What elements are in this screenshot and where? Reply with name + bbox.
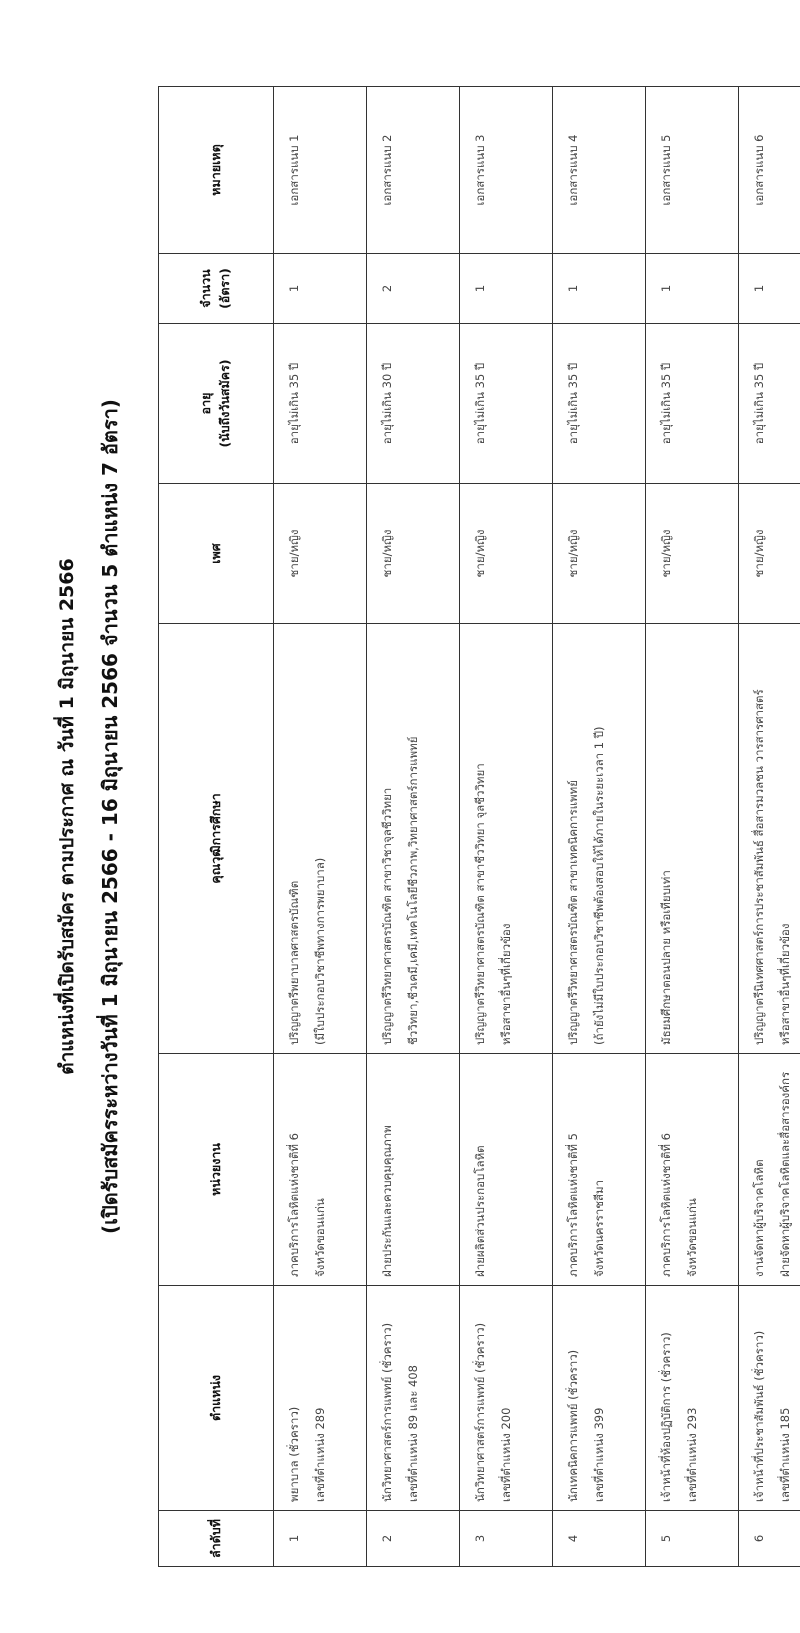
qualification-line: ปริญญาตรีนิเทศศาสตร์การประชาสัมพันธ์ สื่อสารมวลชน วารสารศาสตร์: [752, 689, 766, 1045]
cell-unit: [646, 1054, 739, 1286]
cell-no: 2: [367, 1511, 460, 1567]
cell-unit: [460, 1054, 553, 1286]
cell-unit: [553, 1054, 646, 1286]
unit-line: จังหวัดขอนแก่น: [684, 1198, 699, 1277]
table-row: [460, 87, 553, 1567]
qualification-line: หรือสาขาอื่นๆที่เกี่ยวข้อง: [777, 923, 792, 1045]
cell-remark: เอกสารแนบ 5: [646, 87, 739, 254]
unit-line: ภาคบริการโลหิตแห่งชาติที่ 5: [566, 1133, 580, 1277]
position-title: เจ้าหน้าที่ประชาสัมพันธ์ (ชั่วคราว): [752, 1330, 766, 1502]
unit-line: งานจัดหาผู้บริจาคโลหิต: [752, 1159, 766, 1277]
position-title: นักเทคนิคการแพทย์ (ชั่วคราว): [566, 1349, 580, 1502]
cell-sex: ชาย/หญิง: [274, 484, 367, 624]
page-subtitle: (เปิดรับสมัครระหว่างวันที่ 1 มิถุนายน 2566 - 16 มิถุนายน 2566 จำนวน 5 ตำแหน่ง 7 อัตรา): [98, 399, 122, 1234]
cell-age: อายุไม่เกิน 35 ปี: [739, 324, 800, 484]
cell-qualification: [553, 624, 646, 1054]
cell-qualification: [460, 624, 553, 1054]
header-age-line1: อายุ: [198, 392, 214, 415]
header-count-line1: จำนวน: [198, 269, 214, 308]
header-count-line2: (อัตรา): [217, 268, 232, 309]
position-number: เลขที่ตำแหน่ง 289: [312, 1407, 327, 1502]
cell-position: [367, 1286, 460, 1511]
positions-table: [158, 86, 800, 1567]
table-row: [553, 87, 646, 1567]
header-unit: หน่วยงาน: [159, 1054, 274, 1286]
header-no: ลำดับที่: [159, 1511, 274, 1567]
header-position: ตำแหน่ง: [159, 1286, 274, 1511]
table-row: [367, 87, 460, 1567]
cell-qualification: [646, 624, 739, 1054]
cell-position: [553, 1286, 646, 1511]
cell-no: 3: [460, 1511, 553, 1567]
cell-sex: ชาย/หญิง: [460, 484, 553, 624]
table-row: [646, 87, 739, 1567]
table-row: [739, 87, 800, 1567]
cell-position: [739, 1286, 800, 1511]
qualification-line: ปริญญาตรีวิทยาศาสตรบัณฑิต สาขาชีววิทยา จุลชีววิทยา: [473, 763, 487, 1045]
cell-count: 2: [367, 254, 460, 324]
position-title: พยาบาล (ชั่วคราว): [287, 1406, 301, 1502]
unit-line: ภาคบริการโลหิตแห่งชาติที่ 6: [287, 1133, 301, 1277]
cell-position: [274, 1286, 367, 1511]
qualification-line: ปริญญาตรีวิทยาศาสตรบัณฑิต สาขาวิชาจุลชีววิทยา: [380, 787, 394, 1045]
position-number: เลขที่ตำแหน่ง 185: [777, 1407, 792, 1502]
cell-count: 1: [646, 254, 739, 324]
cell-age: อายุไม่เกิน 35 ปี: [274, 324, 367, 484]
header-sex: เพศ: [159, 484, 274, 624]
table-row: [274, 87, 367, 1567]
cell-qualification: [739, 624, 800, 1054]
cell-remark: เอกสารแนบ 4: [553, 87, 646, 254]
header-age: [159, 324, 274, 484]
header-age-line2: (นับถึงวันสมัคร): [217, 359, 232, 448]
table-header-row: [159, 87, 274, 1567]
cell-unit: [274, 1054, 367, 1286]
cell-unit: [367, 1054, 460, 1286]
position-number: เลขที่ตำแหน่ง 200: [498, 1407, 513, 1502]
qualification-line: ปริญญาตรีพยาบาลศาสตรบัณฑิต: [287, 880, 301, 1045]
unit-line: ฝ่ายผลิตส่วนประกอบโลหิต: [473, 1145, 487, 1277]
qualification-line: หรือสาขาอื่นๆที่เกี่ยวข้อง: [498, 923, 513, 1045]
qualification-line: มัธยมศึกษาตอนปลาย หรือเทียบเท่า: [659, 870, 673, 1045]
unit-line: ภาคบริการโลหิตแห่งชาติที่ 6: [659, 1133, 673, 1277]
cell-remark: เอกสารแนบ 2: [367, 87, 460, 254]
position-number: เลขที่ตำแหน่ง 293: [684, 1407, 699, 1502]
position-number: เลขที่ตำแหน่ง 89 และ 408: [405, 1364, 420, 1502]
unit-line: จังหวัดขอนแก่น: [312, 1198, 327, 1277]
cell-remark: เอกสารแนบ 1: [274, 87, 367, 254]
unit-line: ฝ่ายจัดหาผู้บริจาคโลหิตและสื่อสารองค์กร: [777, 1071, 792, 1277]
qualification-line: (มีใบประกอบวิชาชีพทางการพยาบาล): [312, 857, 327, 1045]
cell-position: [460, 1286, 553, 1511]
qualification-line: ปริญญาตรีวิทยาศาสตรบัณฑิต สาขาเทคนิคการแพทย์: [566, 780, 580, 1045]
unit-line: จังหวัดนครราชสีมา: [591, 1179, 606, 1277]
cell-no: 4: [553, 1511, 646, 1567]
qualification-line: ชีววิทยา,ชีวเคมี,เคมี,เทคโนโลยีชีวภาพ,วิทยาศาสตร์การแพทย์: [405, 736, 420, 1045]
cell-count: 1: [739, 254, 800, 324]
cell-count: 1: [274, 254, 367, 324]
cell-qualification: [274, 624, 367, 1054]
cell-sex: ชาย/หญิง: [367, 484, 460, 624]
unit-line: ฝ่ายประกันและควบคุมคุณภาพ: [380, 1125, 394, 1277]
cell-age: อายุไม่เกิน 30 ปี: [367, 324, 460, 484]
page-title: ตำแหน่งที่เปิดรับสมัคร ตามประกาศ ณ วันที่ 1 มิถุนายน 2566: [56, 558, 78, 1075]
cell-age: อายุไม่เกิน 35 ปี: [460, 324, 553, 484]
cell-remark: เอกสารแนบ 3: [460, 87, 553, 254]
header-remark: หมายเหตุ: [159, 87, 274, 254]
header-count: [159, 254, 274, 324]
cell-sex: ชาย/หญิง: [739, 484, 800, 624]
cell-no: 5: [646, 1511, 739, 1567]
position-number: เลขที่ตำแหน่ง 399: [591, 1407, 606, 1502]
cell-sex: ชาย/หญิง: [553, 484, 646, 624]
position-title: เจ้าหน้าที่ห้องปฏิบัติการ (ชั่วคราว): [659, 1332, 673, 1502]
cell-qualification: [367, 624, 460, 1054]
cell-count: 1: [460, 254, 553, 324]
qualification-line: (ถ้ายังไม่มีใบประกอบวิชาชีพต้องสอบให้ได้ภายในระยะเวลา 1 ปี): [591, 726, 606, 1045]
cell-no: 6: [739, 1511, 800, 1567]
cell-sex: ชาย/หญิง: [646, 484, 739, 624]
cell-position: [646, 1286, 739, 1511]
header-qualification: คุณวุฒิการศึกษา: [159, 624, 274, 1054]
cell-count: 1: [553, 254, 646, 324]
cell-unit: [739, 1054, 800, 1286]
position-title: นักวิทยาศาสตร์การแพทย์ (ชั่วคราว): [473, 1322, 487, 1502]
cell-age: อายุไม่เกิน 35 ปี: [553, 324, 646, 484]
cell-remark: เอกสารแนบ 6: [739, 87, 800, 254]
position-title: นักวิทยาศาสตร์การแพทย์ (ชั่วคราว): [380, 1322, 394, 1502]
cell-age: อายุไม่เกิน 35 ปี: [646, 324, 739, 484]
cell-no: 1: [274, 1511, 367, 1567]
